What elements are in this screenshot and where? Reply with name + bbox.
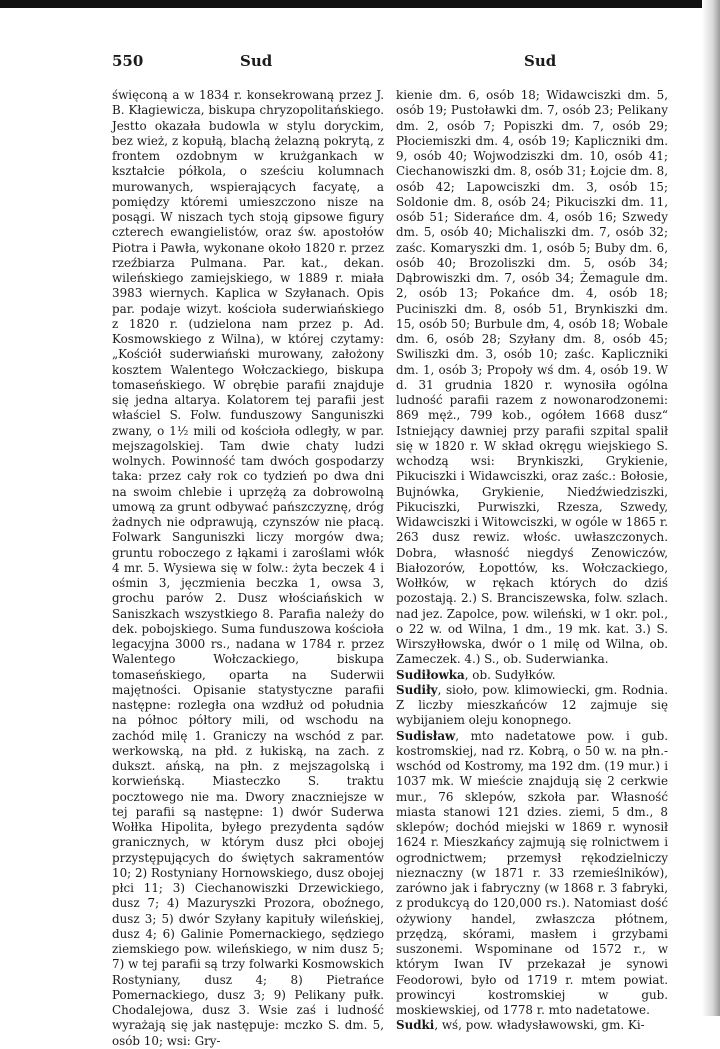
running-head-left: Sud — [240, 52, 273, 70]
entry-text: , wś, pow. władysławowski, gm. Ki- — [434, 1018, 645, 1033]
dictionary-entry — [396, 1018, 668, 1033]
left-column-text: święconą a w 1834 r. konsekrowaną przez J. B. Kłagiewicza, biskupa chryzopolitańskiego. Jestto okazała budowla w stylu doryckim, bez wież, z kopułą, blachą żelazną pokrytą, z frontem ozdobnym w krużgankach w kształcie półkola, o sześciu kolumnach murowanych, wspierających facyatę, a pomiędzy któremi umieszczono nisze na posągi. W niszach tych stoją gipsowe figury czterech ewangielistów, oraz św. apostołów Piotra i Pawła, wykonane około 1820 r. przez rzeźbiarza Pulmana. Par. kat., dekan. wileńskiego zamiejskiego, w 1889 r. miała 3983 wiernych. Kaplica w Szyłanach. Opis par. podaje wizyt. kościoła suderwiańskiego z 1820 r. (udzielona nam przez p. Ad. Kosmowskiego z Wilna), w której czytamy: „Kościół suderwiański murowany, założony kosztem Walentego Wołczackiego, biskupa tomaseńskiego. W obrębie parafii znajduje się jedna altarya. Kolatorem tej parafii jest właściel S. Folw. funduszowy Sanguniszki zwany, o 1½ mili od kościoła odległy, w par. mejszagolskiej. Tam dwie chaty ludzi wolnych. Powinność tam dwóch gospodarzy taka: przez cały rok co tydzień po dwa dni na swoim chlebie i uprzężą za dobrowolną umową za grunt odbywać pańszczyznę, dróg żadnych nie odprawują, czynszów nie płacą. Folwark Sanguniszki liczy morgów dwa; gruntu roboczego z łąkami i zaroślami włók 4 mr. 5. Wysiewa się w folw.: żyta beczek 4 i ośmin 3, jęczmienia beczka 1, owsa 3, grochu parów 2. Dusz włościańskich w Saniszkach wszystkiego 8. Parafia należy do dek. pobojskiego. Suma funduszowa kościoła legacyjna 3000 rs., nadana w 1784 r. przez Walentego Wołczackiego, biskupa tomaseńskiego, oparta na Suderwii majętności. Opisanie statystyczne parafii następne: rozległa ona wzdłuż od południa na północ półtory mili, od wschodu na zachód milę 1. Graniczy na wschód z par. werkowską, na płd. z łukiską, na zach. z dukszt. ańską, na płn. z mejszagolską i korwieńską. Miasteczko S. traktu pocztowego nie ma. Dwory znaczniejsze w tej parafii są następne: 1) dwór Suderwa Wołłka Hipolita, byłego prezydenta sądów granicznych, w którym dusz płci obojej przystępujących do świętych sakramentów 10; 2) Rostyniany Hornowskiego, dusz obojej płci 11; 3) Ciechanowiszki Drzewickiego, dusz 7; 4) Mazuryszki Prozora, oboźnego, dusz 3; 5) dwór Szyłany kapituły wileńskiej, dusz 4; 6) Galinie Pomernackiego, sędziego ziemskiego pow. wileńskiego, w nim dusz 5; 7) w tej parafii są trzy folwarki Kosmowskich Rostyniany, dusz 4; 8) Pietrańce Pomernackiego, dusz 3; 9) Pelikany pułk. Chodalejowa, dusz 3. Wsie zaś i ludność wyrażają się jak następuje: mczko S. dm. 5, osób 10; wsi: Gry- — [112, 88, 384, 1048]
dictionary-entry — [396, 668, 668, 683]
page-header — [112, 52, 668, 76]
scan-top-border — [0, 0, 720, 8]
entry-headword: Sudiłowka — [396, 667, 465, 682]
entry-headword: Sudiły — [396, 682, 438, 697]
running-head-right: Sud — [524, 52, 557, 70]
entry-text: , mto nadetatowe pow. i gub. kostromskiej, nad rz. Kobrą, o 50 w. na płn.-wschód od Kostromy, ma 192 dm. (19 mur.) i 1037 mk. W mieście znajdują się 2 cerkwie mur., 76 sklepów, szkoła par. Własność miasta stanowi 121 dzies. ziemi, 5 dm., 8 sklepów; dochód miejski w 1869 r. wynosił 1624 r. Mieszkańcy zajmują się rolnictwem i ogrodnictwem; przemysł rękodzielniczy nieznaczny (w 1871 r. 33 rzemieślników), zarówno jak i fabryczny (w 1868 r. 3 fabryki, z produkcyą do 120,000 rs.). Natomiast dość ożywiony handel, zwłaszcza płótnem, przędzą, skórami, masłem i grzybami suszonemi. Wspominane od 1572 r., w którym Iwan IV przekazał je synowi Feodorowi, było od 1719 r. mtem powiat. prowincyi kostromskiej w gub. moskiewskiej, od 1778 r. mto nadetatowe. — [396, 728, 668, 1017]
entry-text: , ob. Sudyłków. — [464, 667, 556, 682]
left-column — [112, 88, 384, 1048]
entry-headword: Sudisław — [396, 728, 456, 743]
text-columns — [112, 88, 668, 1048]
scan-page-edge-shadow — [702, 0, 720, 1016]
entry-headword: Sudki — [396, 1018, 435, 1033]
dictionary-entry — [396, 729, 668, 1019]
right-column-continuation: kienie dm. 6, osób 18; Widawciszki dm. 5, osób 19; Pustoławki dm. 7, osób 23; Pelikany dm. 2, osób 7; Popiszki dm. 7, osób 29; Płociemiszki dm. 4, osób 19; Kapliczniki dm. 9, osób 40; Wojwodziszki dm. 10, osób 41; Ciechanowiszki dm. 8, osób 31; Łojcie dm. 8, osób 42; Lapowciszki dm. 3, osób 15; Soldonie dm. 8, osób 24; Pikuciszki dm. 11, osób 51; Siderańce dm. 4, osób 16; Szwedy dm. 5, osób 40; Michaliszki dm. 7, osób 32; zaśc. Komaryszki dm. 1, osób 5; Buby dm. 6, osób 40; Brozoliszki dm. 5, osób 34; Dąbrowiszki dm. 7, osób 34; Żemagule dm. 2, osób 13; Pokańce dm. 4, osób 18; Puciniszki dm. 8, osób 51, Brynkiszki dm. 15, osób 50; Burbule dm, 4, osób 18; Wobale dm. 6, osób 28; Szyłany dm. 8, osób 45; Swiliszki dm. 3, osób 10; zaśc. Kapliczniki dm. 1, osób 3; Propoły wś dm. 4, osób 19. W d. 31 grudnia 1820 r. wynosiła ogólna ludność parafii razem z nowonarodzonemi: 869 męż., 799 kob., ogółem 1668 dusz“ Istniejący dawniej przy parafii szpital spalił się w 1820 r. W skład okręgu wiejskiego S. wchodzą wsi: Brynkiszki, Grykienie, Pikuciszki i Widawciszki, oraz zaśc.: Bołosie, Bujnówka, Grykienie, Niedźwiedziszki, Pikuciszki, Purwiszki, Rzesza, Szwedy, Widawciszki i Witowciszki, w ogóle w 1865 r. 263 dusz rewiz. włośc. uwłaszczonych. Dobra, własność niegdyś Zenowiczów, Białozorów, Łopottów, ks. Wołczackiego, Wołłków, w rękach których do dziś pozostają. 2.) S. Branciszewska, folw. szlach. nad jez. Zapolce, pow. wileński, w 1 okr. pol., o 22 w. od Wilna, 1 dm., 19 mk. kat. 3.) S. Wirszyłłowska, dwór o 1 milę od Wilna, ob. Zameczek. 4.) S., ob. Suderwianka. — [396, 88, 668, 667]
right-column — [396, 88, 668, 1033]
dictionary-entry — [396, 683, 668, 729]
page-number: 550 — [112, 52, 144, 70]
entry-text: , sioło, pow. klimowiecki, gm. Rodnia. Z liczby mieszkańców 12 zajmuje się wybijaniem oleju konopnego. — [396, 682, 668, 728]
